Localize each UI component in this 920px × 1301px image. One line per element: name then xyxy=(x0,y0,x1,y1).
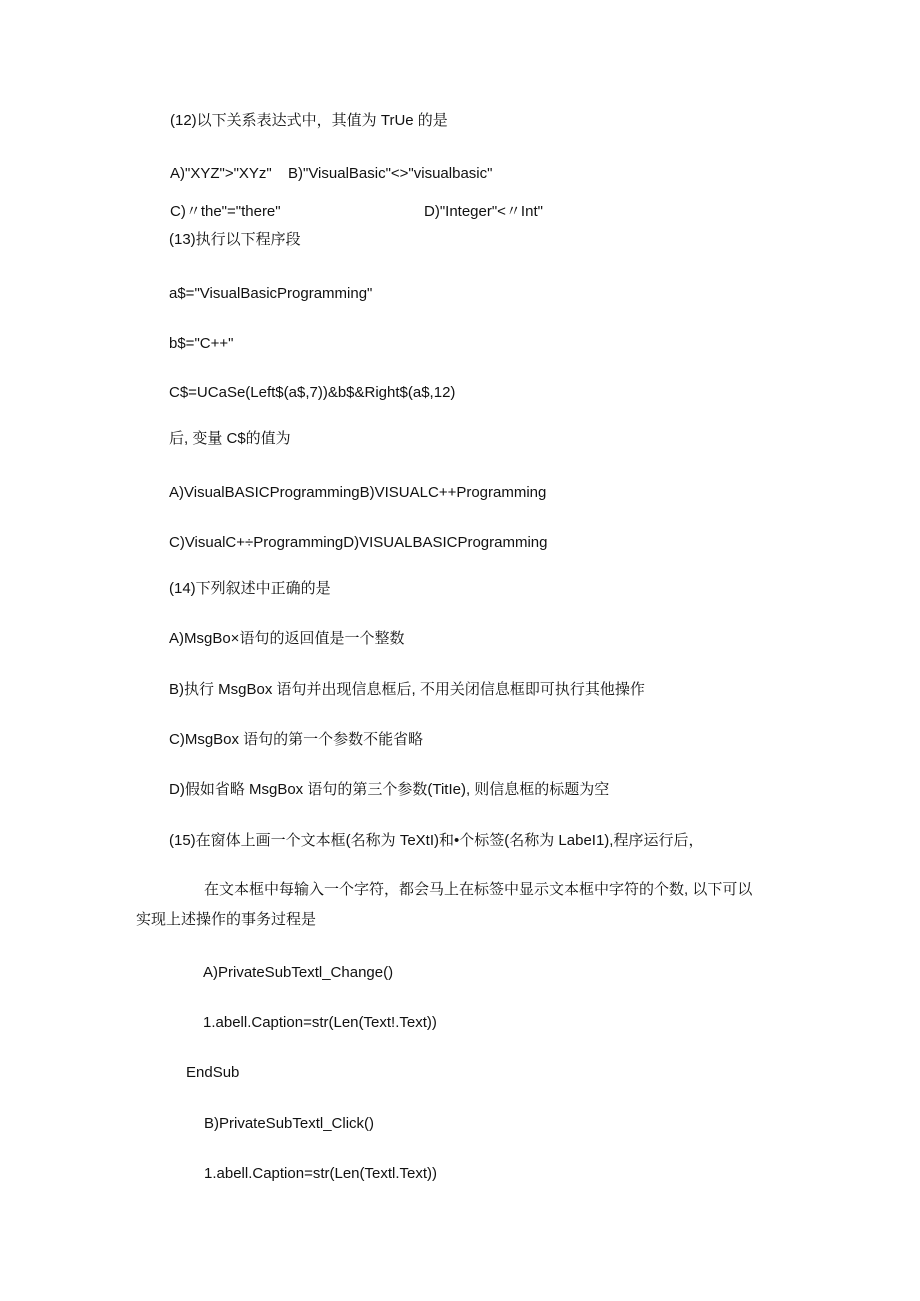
question-15-description-line-1: 在文本框中每输入一个字符，都会马上在标签中显示文本框中字符的个数, 以下可以 xyxy=(204,881,753,898)
question-12-option-a: A)"XYZ">"XYz" xyxy=(170,165,272,182)
question-14-title: (14)下列叙述中正确的是 xyxy=(169,580,331,597)
question-12-title: (12)以下关系表达式中，其值为 TrUe 的是 xyxy=(170,112,448,129)
question-13-code-line-1: a$="VisualBasicProgramming" xyxy=(169,285,373,302)
question-14-option-c: C)MsgBox 语句的第一个参数不能省略 xyxy=(169,731,424,748)
question-13-options-cd: C)VisualC+÷ProgrammingD)VISUALBASICProgramming xyxy=(169,534,548,551)
question-15-title: (15)在窗体上画一个文本框(名称为 TeXtI)和•个标签(名称为 LabeI1),程序运行后， xyxy=(169,832,704,849)
question-14-option-b: B)执行 MsgBox 语句并出现信息框后, 不用关闭信息框即可执行其他操作 xyxy=(169,681,645,698)
question-13-code-line-2: b$="C++" xyxy=(169,335,234,352)
question-14-option-a: A)MsgBo×语句的返回值是一个整数 xyxy=(169,630,405,647)
question-15-description-line-2: 实现上述操作的事务过程是 xyxy=(136,911,317,928)
question-13-title: (13)执行以下程序段 xyxy=(169,231,301,248)
question-12-option-c: C)〃the"="there" xyxy=(170,203,281,220)
question-15-option-a-line-3: EndSub xyxy=(186,1064,240,1081)
question-15-option-a-line-2: 1.abell.Caption=str(Len(Text!.Text)) xyxy=(203,1014,437,1031)
question-15-option-b-line-1: B)PrivateSubTextl_Click() xyxy=(204,1115,375,1132)
question-15-option-a-line-1: A)PrivateSubTextl_Change() xyxy=(203,964,394,981)
question-13-code-line-3: C$=UCaSe(Left$(a$,7))&b$&Right$(a$,12) xyxy=(169,384,456,401)
question-14-option-d: D)假如省略 MsgBox 语句的第三个参数(TitIe), 则信息框的标题为空 xyxy=(169,781,610,798)
question-15-option-b-line-2: 1.abell.Caption=str(Len(Textl.Text)) xyxy=(204,1165,438,1182)
question-13-options-ab: A)VisualBASICProgrammingB)VISUALC++Programming xyxy=(169,484,547,501)
question-12-option-b: B)"VisualBasic"<>"visualbasic" xyxy=(288,165,493,182)
question-13-prompt: 后, 变量 C$的值为 xyxy=(169,430,291,447)
question-12-option-d: D)"Integer"<〃Int" xyxy=(424,203,543,220)
